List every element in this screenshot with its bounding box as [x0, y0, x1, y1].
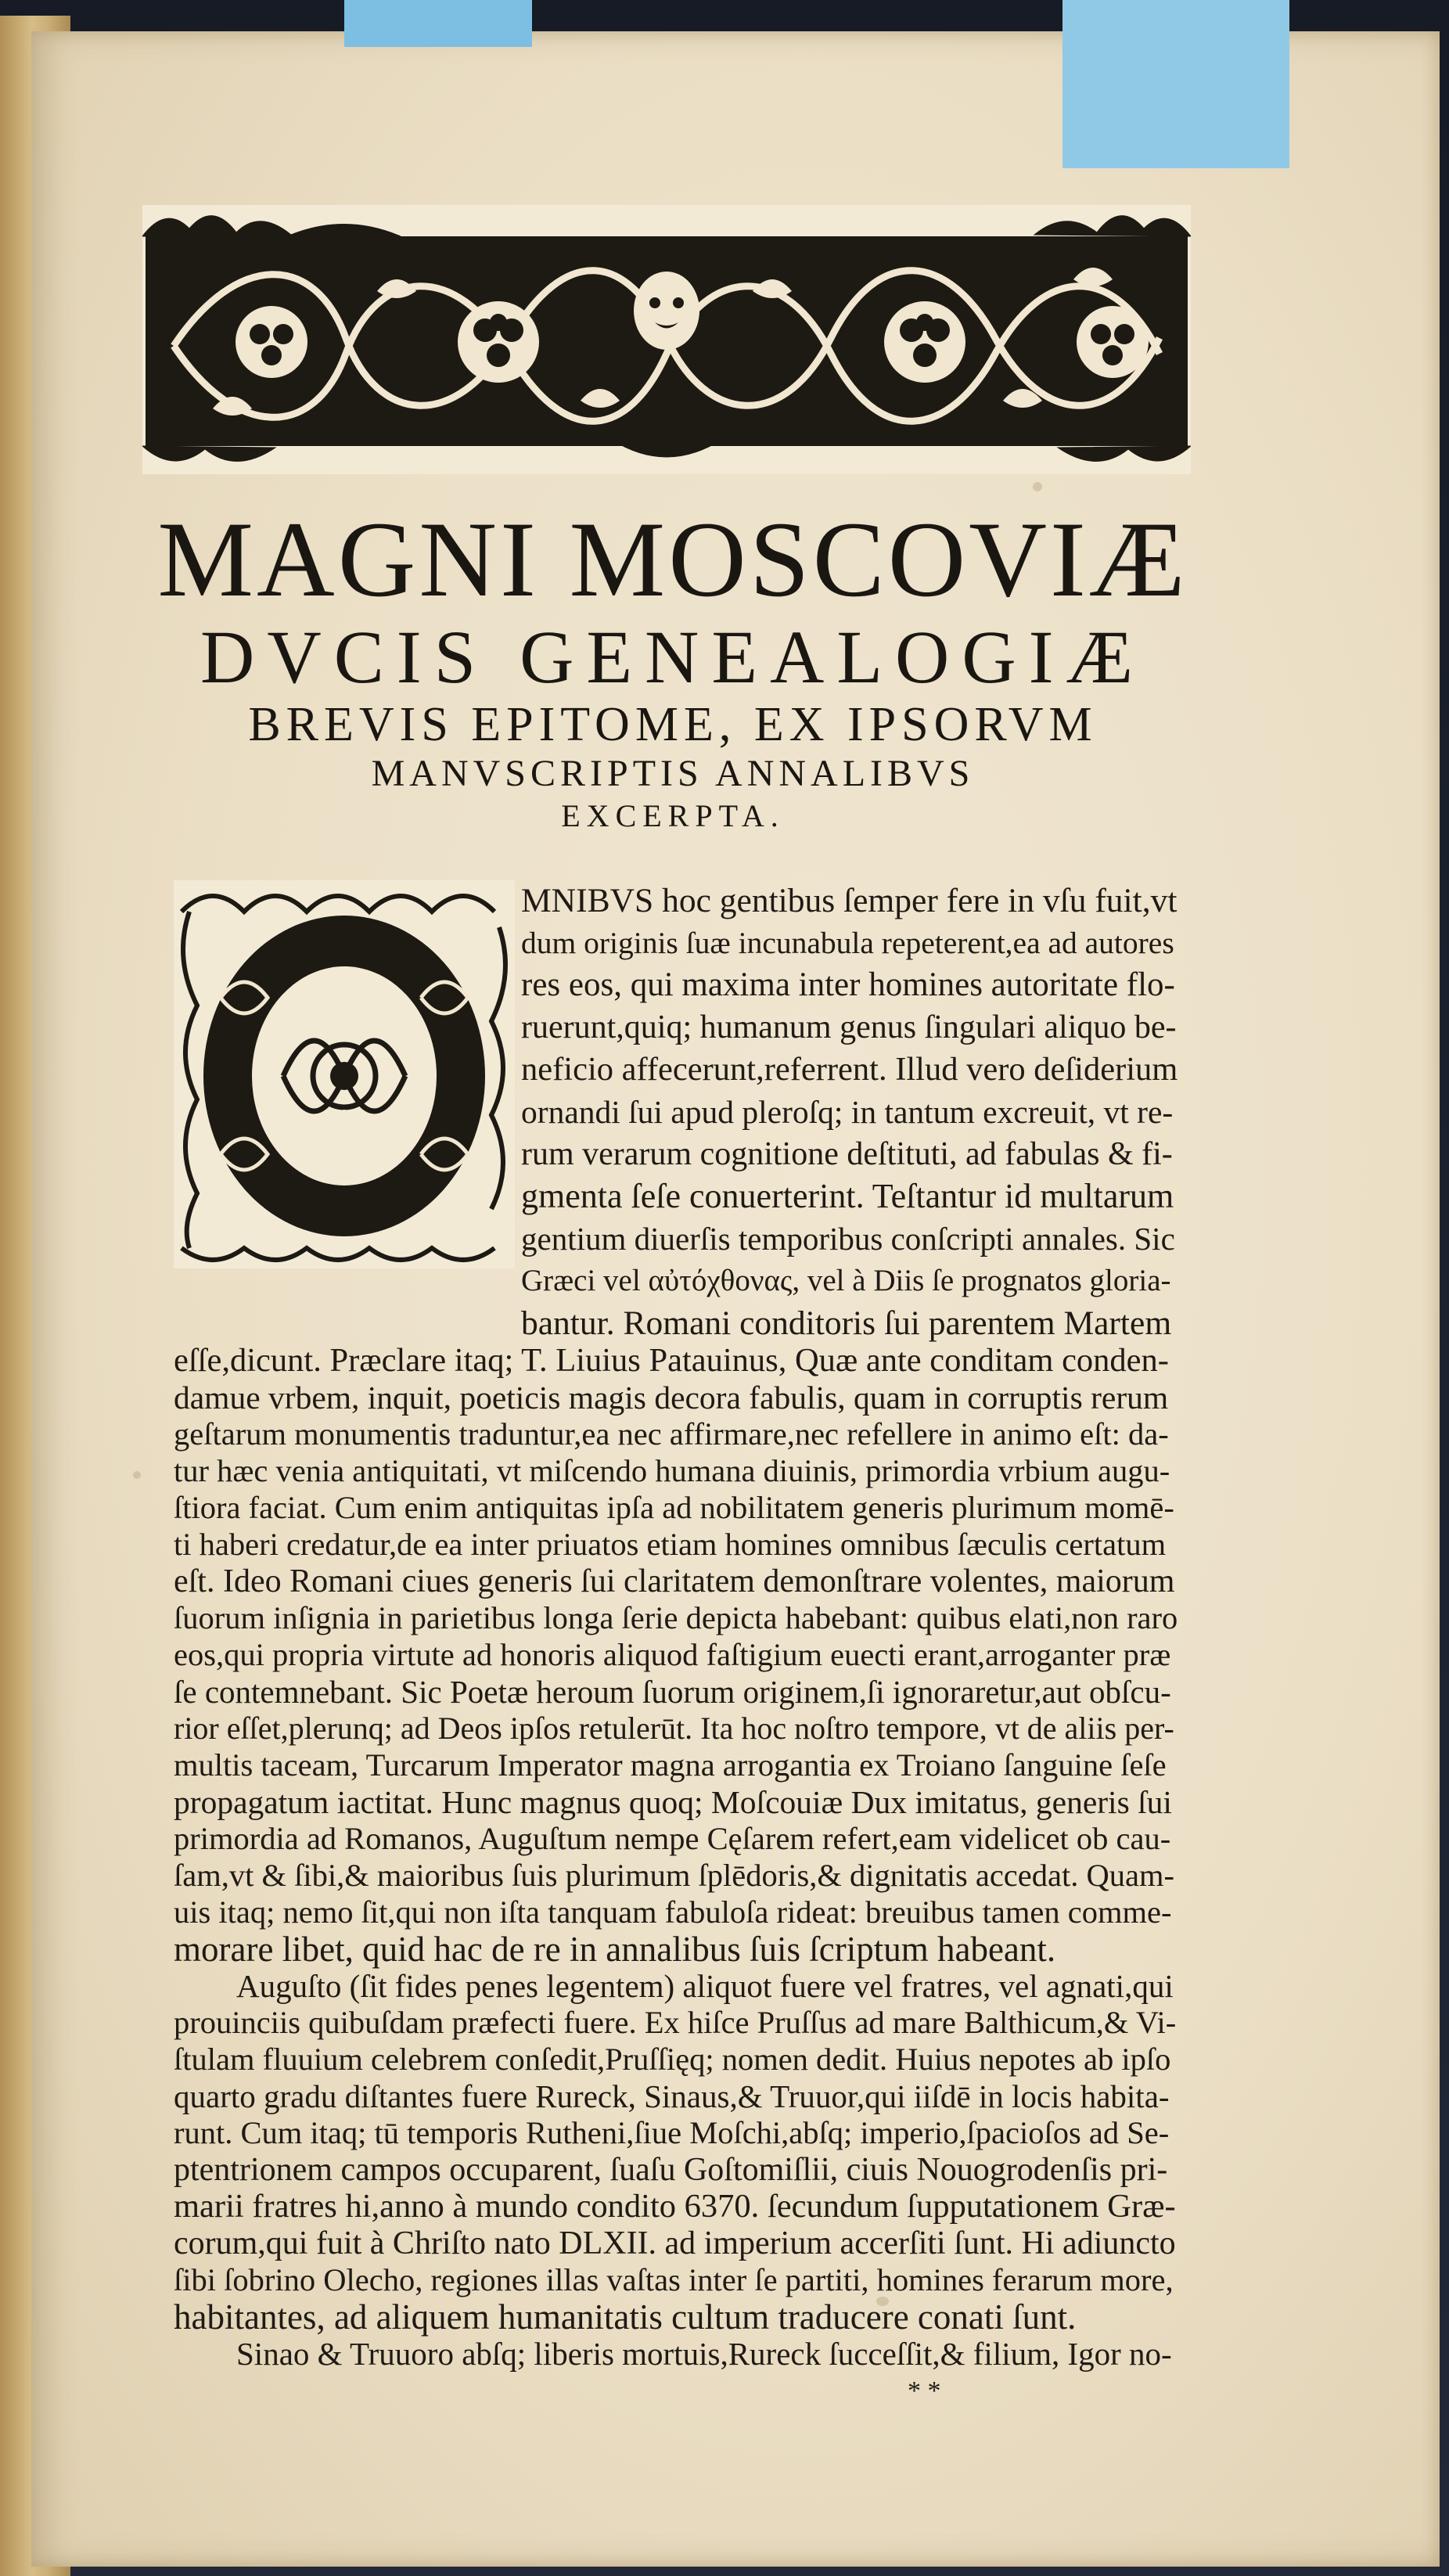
sticky-tab-top	[344, 0, 532, 47]
body-line-01: MNIBVS hoc gentibus ſemper fere in vſu fuit,vt	[521, 882, 1178, 919]
body-line-03: res eos, qui maxima inter homines autoritate flo-	[521, 966, 1175, 1003]
subtitle-line-2: MANVSCRIPTIS ANNALIBVS	[371, 753, 975, 794]
body-line-24: propagatum iactitat. Hunc magnus quoq; Moſcouiæ Dux imitatus, generis ſui	[174, 1784, 1172, 1820]
catchword-marks: * *	[908, 2376, 941, 2405]
body-line-37: ſibi ſobrino Olecho, regiones illas vaſtas inter ſe partiti, homines ferarum more,	[174, 2262, 1174, 2297]
body-line-07: rum verarum cognitione deſtituti, ad fabulas & fi-	[521, 1136, 1173, 1172]
title-line-1: MAGNI MOSCOVIÆ	[157, 499, 1188, 619]
body-line-21: ſe contemnebant. Sic Poetæ heroum ſuorum originem,ſi ignoraretur,aut obſcu-	[174, 1674, 1171, 1710]
body-line-35: marii fratres hi,anno à mundo condito 6370. ſecundum ſupputationem Græ-	[174, 2188, 1176, 2225]
subtitle-line-1: BREVIS EPITOME, EX IPSORVM	[248, 698, 1098, 751]
body-line-38: habitantes, ad aliquem humanitatis cultum traducere conati ſunt.	[174, 2297, 1077, 2337]
body-line-28: morare libet, quid hac de re in annalibus ſuis ſcriptum habeant.	[174, 1930, 1056, 1969]
body-line-06: ornandi ſui apud pleroſq; in tantum excreuit, vt re-	[521, 1094, 1174, 1130]
foxing-spot	[133, 1471, 141, 1479]
body-line-30: prouinciis quibuſdam præfecti fuere. Ex hiſce Pruſſus ad mare Balthicum,& Vi-	[174, 2005, 1177, 2040]
body-line-12: eſſe,dicunt. Præclare itaq; T. Liuius Patauinus, Quæ ante conditam conden-	[174, 1342, 1169, 1379]
body-line-22: rior eſſet,plerunq; ad Deos ipſos retulerūt. Ita hoc noſtro tempore, vt de aliis per-	[174, 1711, 1174, 1746]
body-line-14: geſtarum monumentis traduntur,ea nec affirmare,nec refellere in animo eſt: da-	[174, 1416, 1169, 1452]
body-line-17: ti haberi credatur,de ea inter priuatos etiam homines omnibus ſæculis certatum	[174, 1527, 1167, 1562]
sticky-tab-right	[1062, 0, 1289, 168]
body-line-13: damue vrbem, inquit, poeticis magis decora fabulis, quam in corruptis rerum	[174, 1380, 1169, 1416]
body-line-36: corum,qui fuit à Chriſto nato DLXII. ad imperium accerſiti ſunt. Hi adiuncto	[174, 2225, 1176, 2261]
body-line-08: gmenta ſeſe conuerterint. Teſtantur id multarum	[521, 1177, 1174, 1215]
body-line-33: runt. Cum itaq; tū temporis Rutheni,ſiue Moſchi,abſq; imperio,ſpacioſos ad Se-	[174, 2115, 1170, 2150]
body-line-11: bantur. Romani conditoris ſui parentem Martem	[521, 1304, 1172, 1342]
body-line-02: dum originis ſuæ incunabula repeterent,ea ad autores	[521, 926, 1174, 960]
body-line-04: ruerunt,quiq; humanum genus ſingulari aliquo be-	[521, 1009, 1177, 1045]
body-line-27: uis itaq; nemo ſit,qui non iſta tanquam fabuloſa rideat: breuibus tamen comme-	[174, 1894, 1172, 1930]
body-line-15: tur hæc venia antiquitati, vt miſcendo humana diuinis, primordia vrbium augu-	[174, 1453, 1170, 1488]
body-line-18: eſt. Ideo Romani ciues generis ſui claritatem demonſtrare volentes, maiorum	[174, 1563, 1175, 1599]
body-line-10: Græci vel αὐτόχθονας, vel à Diis ſe prognatos gloria-	[521, 1264, 1171, 1297]
body-line-39: Sinao & Truuoro abſq; liberis mortuis,Rureck ſucceſſit,& filium, Igor no-	[236, 2336, 1172, 2372]
body-line-09: gentium diuerſis temporibus conſcripti annales. Sic	[521, 1221, 1175, 1257]
subtitle-line-3: EXCERPTA.	[561, 798, 785, 833]
ornamental-headpiece	[142, 205, 1191, 474]
body-line-19: ſuorum inſignia in parietibus longa ſerie depicta habebant: quibus elati,non raro	[174, 1600, 1178, 1635]
body-line-34: ptentrionem campos occuparent, ſuaſu Goſtomiſlii, ciuis Nouogrodenſis pri-	[174, 2152, 1168, 2188]
body-line-20: eos,qui propria virtute ad honoris aliquod faſtigium euecti erant,arroganter præ	[174, 1637, 1171, 1672]
body-line-26: ſam,vt & ſibi,& maioribus ſuis plurimum ſplēdoris,& dignitatis accedat. Quam-	[174, 1858, 1174, 1893]
body-line-32: quarto gradu diſtantes fuere Rureck, Sinaus,& Truuor,qui iiſdē in locis habita-	[174, 2078, 1170, 2114]
body-line-23: multis taceam, Turcarum Imperator magna arrogantia ex Troiano ſanguine ſeſe	[174, 1747, 1167, 1783]
decorated-initial	[174, 880, 515, 1268]
body-line-29: Auguſto (ſit fides penes legentem) aliquot fuere vel fratres, vel agnati,qui	[236, 1968, 1174, 2004]
title-line-2: DVCIS GENEALOGIÆ	[200, 615, 1145, 699]
body-line-31: ſtulam fluuium celebrem conſedit,Pruſſięq; nomen dedit. Huius nepotes ab ipſo	[174, 2042, 1171, 2077]
body-line-25: primordia ad Romanos, Auguſtum nempe Cęſarem refert,eam videlicet ob cau-	[174, 1821, 1171, 1856]
foxing-spot	[1033, 482, 1042, 491]
body-line-05: neficio affecerunt,referrent. Illud vero deſiderium	[521, 1051, 1178, 1088]
initial-letter: O	[341, 1109, 347, 1117]
body-line-16: ſtiora faciat. Cum enim antiquitas ipſa ad nobilitatem generis plurimum momē-	[174, 1490, 1174, 1525]
